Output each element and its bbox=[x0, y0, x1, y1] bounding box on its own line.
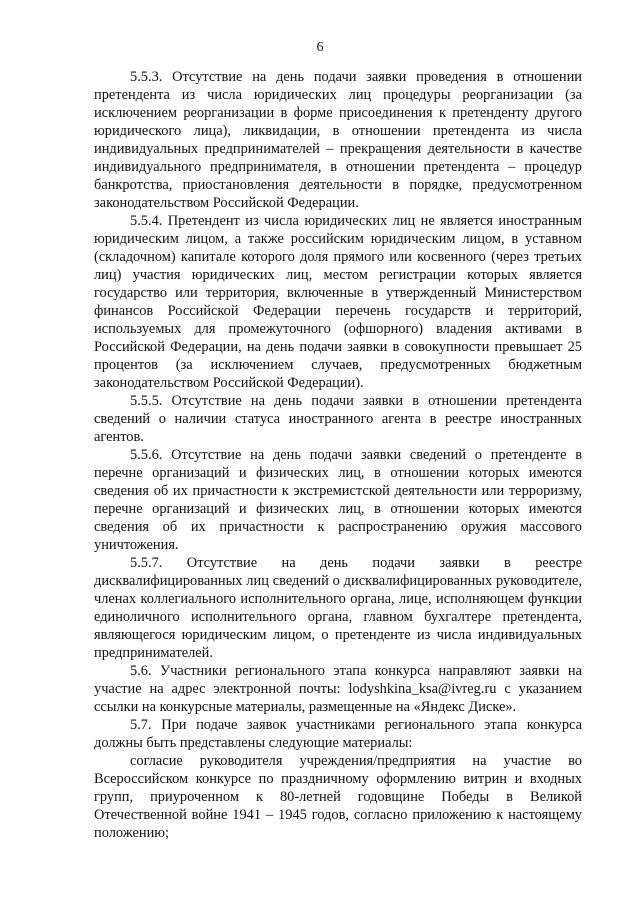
paragraph-5-6: 5.6. Участники регионального этапа конкурса направляют заявки на участие на адрес электронной почты: lodyshkina_ksa@ivreg.ru с указанием ссылки на конкурсные материалы, размещенные на «Яндекс Диске». bbox=[94, 663, 582, 715]
document-body bbox=[94, 68, 582, 842]
paragraph-5-5-5: 5.5.5. Отсутствие на день подачи заявки в отношении претендента сведений о наличии статуса иностранного агента в реестре иностранных агентов. bbox=[94, 393, 582, 445]
page-number: 6 bbox=[316, 40, 324, 55]
paragraph-5-5-4: 5.5.4. Претендент из числа юридических лиц не является иностранным юридическим лицом, а также российским юридическим лицом, в уставном (складочном) капитале которого доля прямого или косвенного (через третьих лиц) участия юридических лиц, местом регистрации которых является государство или территория, включенные в утвержденный Министерством финансов Российской Федерации перечень государств и территорий, используемых для промежуточного (офшорного) владения активами в Российской Федерации, на день подачи заявки в совокупности превышает 25 процентов (за исключением случаев, предусмотренных бюджетным законодательством Российской Федерации). bbox=[94, 213, 582, 391]
paragraph-consent-item: согласие руководителя учреждения/предприятия на участие во Всероссийском конкурсе по праздничному оформлению витрин и входных групп, приуроченном к 80-летней годовщине Победы в Великой Отечественной войне 1941 – 1945 годов, согласно приложению к настоящему положению; bbox=[94, 753, 582, 841]
paragraph-5-5-6: 5.5.6. Отсутствие на день подачи заявки сведений о претенденте в перечне организаций и физических лиц, в отношении которых имеются сведения об их причастности к экстремистской деятельности или терроризму, перечне организаций и физических лиц, в отношении которых имеются сведения об их причастности к распространению оружия массового уничтожения. bbox=[94, 447, 582, 553]
paragraph-5-7: 5.7. При подаче заявок участниками регионального этапа конкурса должны быть представлены следующие материалы: bbox=[94, 717, 582, 751]
paragraph-5-5-7: 5.5.7. Отсутствие на день подачи заявки в реестре дисквалифицированных лиц сведений о дисквалифицированных руководителе, членах коллегиального исполнительного органа, лице, исполняющем функции единоличного исполнительного органа, главном бухгалтере претендента, являющегося юридическим лицом, о претенденте из числа индивидуальных предпринимателей. bbox=[94, 555, 582, 661]
paragraph-5-5-3: 5.5.3. Отсутствие на день подачи заявки проведения в отношении претендента из числа юридических лиц процедуры реорганизации (за исключением реорганизации в форме присоединения к претенденту другого юридического лица), ликвидации, в отношении претендента из числа индивидуальных предпринимателей – прекращения деятельности в качестве индивидуального предпринимателя, в отношении претендента – процедур банкротства, приостановления деятельности в порядке, предусмотренном законодательством Российской Федерации. bbox=[94, 69, 582, 211]
